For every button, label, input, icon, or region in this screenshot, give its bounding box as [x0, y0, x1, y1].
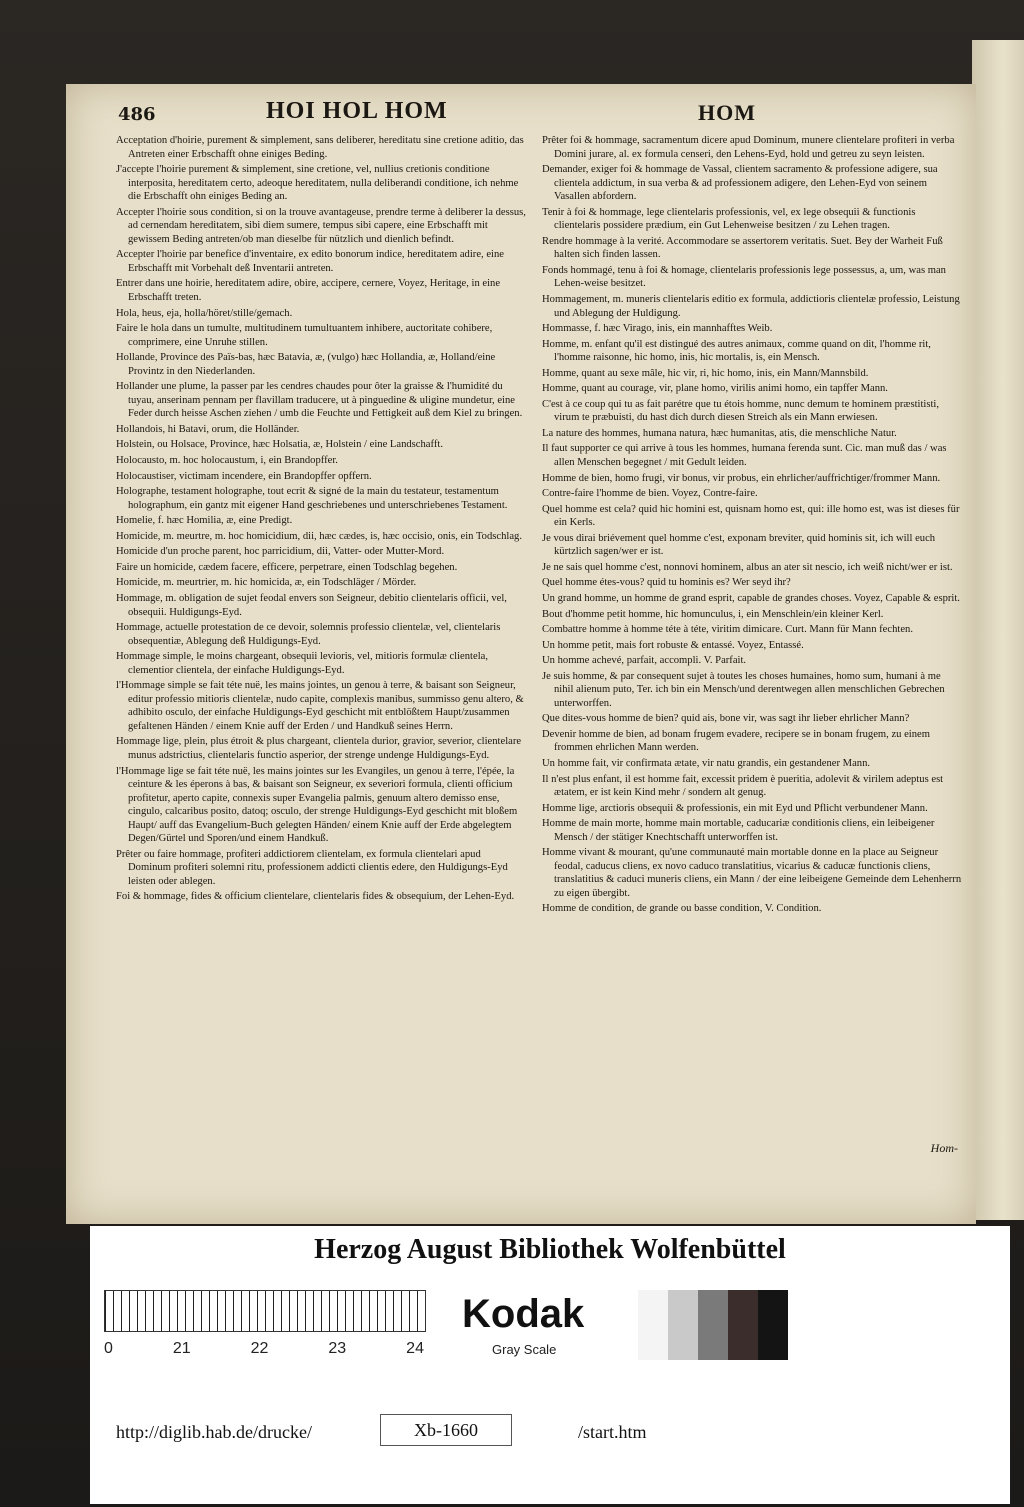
dictionary-entry: Hommage, actuelle protestation de ce devoir, solemnis professio clientelæ, vel, clientelaris obsequentiæ, Ablegung deß Huldigungs-Eyd. [116, 622, 501, 647]
dictionary-entry: Homme lige, arctioris obsequii & professionis, ein mit Eyd und Pflicht verbundener Mann. [542, 802, 928, 814]
dictionary-entry: Prêter foi & hommage, sacramentum dicere apud Dominum, munere clientelare profiteri in verba Domini jurare, al. ex formula censeri, den Lehens-Eyd, hold und getreu zu seyn leisten. [542, 135, 955, 160]
dictionary-entry: Je vous dirai briévement quel homme c'est, exponam breviter, quid hominis sit, ich will euch kürtzlich sagen/wer er ist. [542, 532, 936, 558]
dictionary-entry: Homme, m. enfant qu'il est distingué des autres animaux, comme quand on dit, l'homme rit, l'homme raisonne, hic homo, inis, hic mortalis, is, ein Mensch. [542, 338, 931, 364]
gray-patches [638, 1290, 788, 1360]
dictionary-entry: J'accepte l'hoirie purement & simplement, sine cretione, vel, nullius cretionis conditione interposita, hereditatem certo, adeoque hereditatem, nulla deliberandi conditione, ich nehme die Erbschafft ohn einiges Beding an. [116, 164, 519, 203]
dictionary-entry: Holocausto, m. hoc holocaustum, i, ein Brandopffer. [116, 455, 338, 467]
dictionary-entry: Faire un homicide, cædem facere, efficere, perpetrare, einen Todschlag begehen. [116, 561, 458, 573]
catchword: Hom- [930, 1141, 958, 1155]
dictionary-entry: Hommagement, m. muneris clientelaris editio ex formula, addictioris clientelæ professio, Leistung und Ablegung der Huldigung. [542, 294, 960, 319]
scale-label: 23 [328, 1340, 347, 1357]
measurement-scale [104, 1290, 426, 1332]
scale-label: 24 [406, 1340, 424, 1357]
dictionary-entry: Quel homme est cela? quid hic homini est, quisnam homo est, qui: ille homo est, was ist dieses für ein Kerls. [542, 503, 960, 529]
scale-labels [104, 1340, 424, 1358]
dictionary-entry: Hommage, m. obligation de sujet feodal envers son Seigneur, debitio clientelaris officii, vel, obsequii. Huldigungs-Eyd. [116, 592, 507, 618]
dictionary-entry: Hommasse, f. hæc Virago, inis, ein mannhafftes Weib. [542, 323, 773, 335]
kodak-logo: Kodak [462, 1292, 585, 1336]
dictionary-entry: Un homme fait, vir confirmata ætate, vir natu grandis, ein gestandener Mann. [542, 757, 871, 769]
dictionary-entry: Je ne sais quel homme c'est, nonnovi hominem, albus an ater sit nescio, ich weiß nicht/wer er ist. [542, 561, 953, 573]
dictionary-entry: Combattre homme à homme téte à téte, viritim dimicare. Curt. Mann für Mann fechten. [542, 624, 913, 636]
dictionary-entry: Homelie, f. hæc Homilia, æ, eine Predigt. [116, 515, 293, 527]
dictionary-entry: Quel homme étes-vous? quid tu hominis es? Wer seyd ihr? [542, 577, 791, 589]
dictionary-entry: Holocaustiser, victimam incendere, ein Brandopffer opffern. [116, 470, 372, 482]
scale-label: 0 [104, 1340, 113, 1357]
dictionary-entry: Holographe, testament holographe, tout ecrit & signé de la main du testateur, testamentum holographum, ein gantz mit eigener Hand geschriebenes und unterschriebenes Testament. [116, 486, 508, 511]
dictionary-entry: Hommage simple, le moins chargeant, obsequii levioris, vel, mitioris formulæ clientela, clementior clientela, der einfache Huldigungs-Eyd. [116, 651, 488, 676]
dictionary-entry: Entrer dans une hoirie, hereditatem adire, obire, accipere, cernere, Voyez, Heritage, in eine Erbschafft treten. [116, 278, 501, 304]
dictionary-entry: Acceptation d'hoirie, purement & simplement, sans deliberer, hereditatu sine cretione aditio, das Antreten einer Erbschafft ohne einiges Beding. [116, 135, 524, 160]
grayscale-label: Gray Scale [492, 1342, 557, 1357]
dictionary-entry: Que dites-vous homme de bien? quid ais, bone vir, was sagt ihr lieber ehrlicher Mann? [542, 713, 910, 725]
dictionary-entry: Je suis homme, & par consequent sujet à toutes les choses humaines, homo sum, humani à me nihil alienum puto, Ter. ich bin ein Mensch/und derentwegen allen menschlichen Gebrechen unterworffen. [542, 670, 945, 709]
dictionary-entry: Contre-faire l'homme de bien. Voyez, Contre-faire. [542, 488, 758, 500]
shelfmark: Xb-1660 [380, 1414, 512, 1446]
page-number: 486 [118, 104, 156, 125]
dictionary-entry: Homme de main morte, homme main mortable, caducariæ conditionis cliens, ein leibeigener Mensch / der stätiger Knechtschafft unterworffen ist. [542, 818, 935, 843]
dictionary-entry: Homme vivant & mourant, qu'une communauté main mortable donne en la place au Seigneur feodal, caducus cliens, ex novo caduco translatitius, vicarius & caducæ functionis cliens, translatitius & caduci muneris cliens, ein Mann / der eine leibeigene Gemeinde dem Lehenherrn zu eigen übergibt. [542, 847, 962, 899]
dictionary-entry: Il n'est plus enfant, il est homme fait, excessit pridem è pueritia, adolevit & virilem adeptus est ætatem, er ist kein Kind mehr / sondern alt genug. [542, 773, 944, 799]
dictionary-entry: Accepter l'hoirie sous condition, si on la trouve avantageuse, prendre terme à deliberer la dessus, ad cernendam hereditatem, sibi diem sumere, tempus sibi capere, eine Erbschafft mit gewissem Beding antreten/ob man dieselbe für nützlich und dienlich befindt. [116, 206, 526, 245]
dictionary-entry: Il faut supporter ce qui arrive à tous les hommes, humana ferenda sunt. Cic. man muß das / was allen Menschen begegnet / mit Gedult leiden. [542, 443, 947, 469]
dictionary-entry: Rendre hommage à la verité. Accommodare se assertorem veritatis. Suet. Bey der Warheit Fuß halten sich finden lassen. [542, 235, 943, 261]
dictionary-entry: Homme de bien, homo frugi, vir bonus, vir probus, ein ehrlicher/auffrichtiger/frommer Mann. [542, 472, 941, 484]
url-right: /start.htm [578, 1422, 647, 1442]
dictionary-entry: l'Hommage simple se fait téte nuë, les mains jointes, un genou à terre, & baisant son Seigneur, editur professio mitioris clientelæ, nudo capite, complexis manibus, summisso genu altero, & adhibito osculo, der einfache Huldigungs-Eyd geschicht mit entblößtem Haupt/zusammen gefaltenen Händen / einem Knie auff der Erden / und Handkuß seines Herrn. [116, 680, 524, 732]
dictionary-entry: l'Hommage lige se fait téte nuë, les mains jointes sur les Evangiles, un genou à terre, l'épée, la ceinture & les éperons à bas, & baisant son Seigneur, ex severiori formula, clienti officium profitetur, aperto capite, connexis super Evangelia palmis, genuum altero demisso ense, cingulo, calcaribus posito, datoq; osculo, der strenge Huldigungs-Eyd geschicht mit bloßem Haupt/ auff das Evangelium-Buch gelegten Händen/ einem Knie auff der Erde abgelegtem Degen/Gürtel und Sporen/und einem Handkuß. [116, 765, 518, 845]
scale-label: 21 [172, 1340, 191, 1357]
dictionary-entry: Holstein, ou Holsace, Province, hæc Holsatia, æ, Holstein / eine Landschafft. [116, 439, 443, 451]
dictionary-entry: Homme, quant au courage, vir, plane homo, virilis animi homo, ein tapffer Mann. [542, 383, 888, 395]
dictionary-entry: C'est à ce coup qui tu as fait parétre que tu étois homme, nunc demum te hominem præstitisti, virum te præbuisti, du hast dich durch diesen Streich als ein Mann erwiesen. [542, 398, 940, 424]
dictionary-entry: Accepter l'hoirie par benefice d'inventaire, ex edito bonorum indice, hereditatem adire, eine Erbschafft mit Vorbehalt deß Inventarii antreten. [116, 249, 504, 274]
dictionary-entry: Hollande, Province des Païs-bas, hæc Batavia, æ, (vulgo) hæc Hollandia, æ, Holland/eine Provintz in den Niederlanden. [116, 352, 496, 377]
running-header-left: HOI HOL HOM [266, 98, 448, 124]
dictionary-entry: Faire le hola dans un tumulte, multitudinem tumultuantem inhibere, auctoritate cohibere, comprimere, eine Unruhe stillen. [116, 323, 493, 348]
dictionary-entry: Hommage lige, plein, plus étroit & plus chargeant, clientela durior, gravior, severior, clientelare munus adstrictius, clientelaris functio asperior, der strenge undenge Huldigungs-Eyd. [116, 736, 522, 761]
dictionary-entry: Hola, heus, eja, holla/höret/stille/gemach. [116, 307, 293, 319]
dictionary-entry: Devenir homme de bien, ad bonam frugem evadere, recipere se in bonam frugem, zu einem frommen ehrlichen Mann werden. [542, 728, 930, 754]
dictionary-entry: Un homme achevé, parfait, accompli. V. Parfait. [542, 655, 747, 667]
dictionary-entry: Homme, quant au sexe mâle, hic vir, ri, hic homo, inis, ein Mann/Mannsbild. [542, 367, 869, 379]
dictionary-entry: La nature des hommes, humana natura, hæc humanitas, atis, die menschliche Natur. [542, 427, 897, 439]
dictionary-entry: Un homme petit, mais fort robuste & entassé. Voyez, Entassé. [542, 639, 804, 651]
dictionary-entry: Hollandois, hi Batavi, orum, die Holländer. [116, 423, 300, 435]
dictionary-entry: Homicide, m. meurtre, m. hoc homicidium, dii, hæc cædes, is, hæc occisio, onis, ein Todschlag. [116, 530, 522, 542]
scale-label: 22 [250, 1340, 269, 1357]
right-column [542, 134, 962, 918]
left-column [116, 134, 526, 906]
dictionary-entry: Hollander une plume, la passer par les cendres chaudes pour ôter la graisse & l'humidité du tuyau, anserinam pennam per flavillam traducere, ut à pinguedine & uligine mundetur, eine Feder durch heisse Aschen ziehen / umb die Feuchte und Fettigkeit auß dem Kiel zu bringen. [116, 381, 523, 420]
dictionary-entry: Homme de condition, de grande ou basse condition, V. Condition. [542, 903, 822, 915]
running-header-right: HOM [698, 100, 756, 125]
color-target-bar [90, 1226, 1010, 1504]
dictionary-entry: Prêter ou faire hommage, profiteri addictiorem clientelam, ex formula clientelari apud Dominum profiteri solemni ritu, professionem addicti clientis edere, den Huldigungs-Eyd leisten oder ablegen. [116, 848, 508, 887]
library-name: Herzog August Bibliothek Wolfenbüttel [314, 1234, 786, 1265]
book-page [66, 84, 976, 1224]
dictionary-entry: Tenir à foi & hommage, lege clientelaris professionis, vel, ex lege obsequii & functionis clientelaris possidere prædium, ein Gut Lehenweise besitzen / zu Lehen tragen. [542, 206, 916, 232]
dictionary-entry: Foi & hommage, fides & officium clientelare, clientelaris fides & obsequium, der Lehen-Eyd. [116, 891, 515, 903]
dictionary-entry: Un grand homme, un homme de grand esprit, capable de grandes choses. Voyez, Capable & esprit. [542, 592, 960, 604]
page-edge [972, 40, 1024, 1220]
dictionary-entry: Homicide d'un proche parent, hoc parricidium, dii, Vatter- oder Mutter-Mord. [116, 546, 445, 558]
dictionary-entry: Bout d'homme petit homme, hic homunculus, i, ein Menschlein/ein kleiner Kerl. [542, 608, 884, 620]
url-left: http://diglib.hab.de/drucke/ [116, 1422, 312, 1442]
dictionary-entry: Fonds hommagé, tenu à foi & homage, clientelaris professionis lege possessus, a, um, was man Lehen-weise besitzet. [542, 264, 946, 290]
dictionary-entry: Demander, exiger foi & hommage de Vassal, clientem sacramento & professione adigere, sua clientela addictum, in sua verba & ad professionem adigere, den Lehen-Eyd von seinem Vasallen abfordern. [542, 164, 938, 203]
dictionary-entry: Homicide, m. meurtrier, m. hic homicida, æ, ein Todschläger / Mörder. [116, 577, 417, 589]
